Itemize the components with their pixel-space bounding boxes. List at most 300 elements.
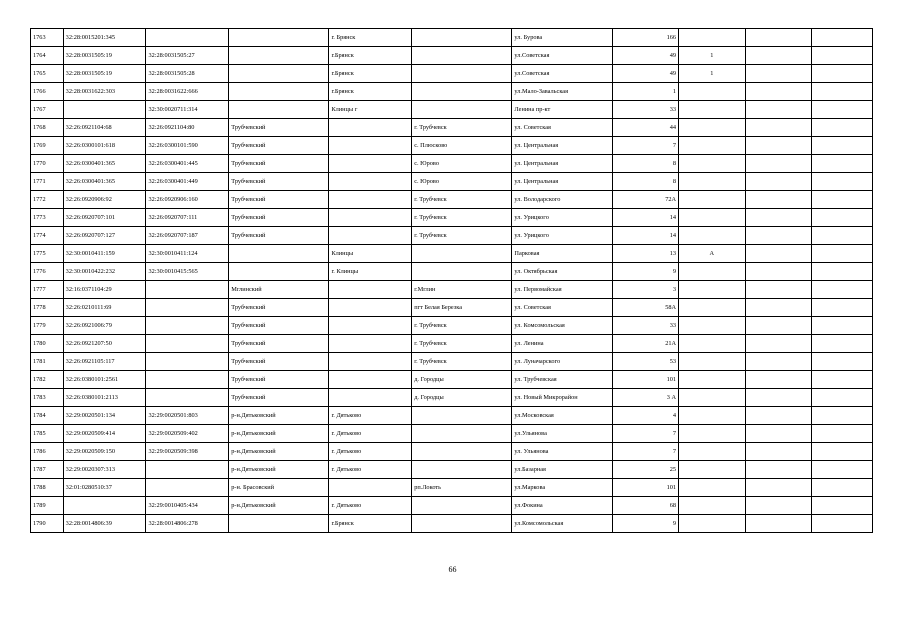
table-row — [31, 515, 873, 533]
cell-building — [679, 299, 745, 317]
cell-cadastral-number-parcel: 32:30:0010422:232 — [63, 263, 146, 281]
cell-city: г. Дятьково — [329, 443, 412, 461]
cell-column-10 — [745, 173, 811, 191]
cell-locality: г. Трубчевск — [412, 353, 512, 371]
cell-house-number: 9 — [612, 263, 678, 281]
cell-column-11 — [811, 299, 872, 317]
cell-column-11 — [811, 173, 872, 191]
cell-city — [329, 173, 412, 191]
cell-locality: с. Плюсково — [412, 137, 512, 155]
cell-cadastral-number-parcel: 32:28:0014806:39 — [63, 515, 146, 533]
cell-district: Трубчевский — [229, 299, 329, 317]
cell-cadastral-number-parcel: 32:26:0210111:69 — [63, 299, 146, 317]
cell-cadastral-number-building: 32:30:0010411:124 — [146, 245, 229, 263]
cell-cadastral-number-building: 32:30:0020711:314 — [146, 101, 229, 119]
cell-cadastral-number-parcel: 32:26:0921104:68 — [63, 119, 146, 137]
cell-street: ул. Ульянова — [512, 443, 612, 461]
cell-row-number: 1772 — [31, 191, 64, 209]
cell-locality: с. Юрово — [412, 155, 512, 173]
cell-column-11 — [811, 353, 872, 371]
cell-street: ул.Советская — [512, 47, 612, 65]
cell-locality — [412, 425, 512, 443]
cell-column-11 — [811, 443, 872, 461]
cell-cadastral-number-parcel: 32:26:0920906:92 — [63, 191, 146, 209]
cell-column-11 — [811, 317, 872, 335]
cell-row-number: 1776 — [31, 263, 64, 281]
cell-row-number: 1766 — [31, 83, 64, 101]
cell-house-number: 13 — [612, 245, 678, 263]
cell-building — [679, 173, 745, 191]
cell-street: ул.Московская — [512, 407, 612, 425]
table-row — [31, 371, 873, 389]
cell-street: ул.Комсомольская — [512, 515, 612, 533]
cell-cadastral-number-building: 32:26:0300401:449 — [146, 173, 229, 191]
cell-street: ул. Центральная — [512, 173, 612, 191]
cell-cadastral-number-parcel: 32:29:0020501:134 — [63, 407, 146, 425]
cell-district: Трубчевский — [229, 191, 329, 209]
cell-cadastral-number-building: 32:26:0920906:160 — [146, 191, 229, 209]
cell-cadastral-number-building — [146, 479, 229, 497]
cell-city: г. Клинцы — [329, 263, 412, 281]
cell-column-10 — [745, 65, 811, 83]
cell-building — [679, 425, 745, 443]
cell-column-10 — [745, 281, 811, 299]
cell-column-10 — [745, 227, 811, 245]
cell-locality — [412, 83, 512, 101]
table-row — [31, 497, 873, 515]
cell-city — [329, 227, 412, 245]
cell-cadastral-number-building: 32:28:0031622:666 — [146, 83, 229, 101]
table-row — [31, 425, 873, 443]
cell-street: ул. Новый Микрорайон — [512, 389, 612, 407]
cell-district: Трубчевский — [229, 155, 329, 173]
cell-city: Клинцы — [329, 245, 412, 263]
cell-locality: г. Трубчевск — [412, 317, 512, 335]
cell-locality — [412, 65, 512, 83]
cell-locality: г. Трубчевск — [412, 119, 512, 137]
cell-district — [229, 245, 329, 263]
cell-cadastral-number-building — [146, 281, 229, 299]
cell-cadastral-number-parcel: 32:26:0921006:79 — [63, 317, 146, 335]
cell-house-number: 68 — [612, 497, 678, 515]
cell-district: р-н.Дятьковский — [229, 497, 329, 515]
cell-city — [329, 371, 412, 389]
cell-house-number: 21А — [612, 335, 678, 353]
cell-cadastral-number-parcel: 32:16:0371104:29 — [63, 281, 146, 299]
cell-column-10 — [745, 29, 811, 47]
cell-row-number: 1784 — [31, 407, 64, 425]
cell-city — [329, 119, 412, 137]
cell-house-number: 7 — [612, 425, 678, 443]
cell-cadastral-number-parcel — [63, 101, 146, 119]
cell-street: Парковая — [512, 245, 612, 263]
table-row — [31, 407, 873, 425]
cell-column-10 — [745, 335, 811, 353]
cell-city — [329, 335, 412, 353]
cell-district: Трубчевский — [229, 371, 329, 389]
cell-column-11 — [811, 227, 872, 245]
cell-locality: г. Трубчевск — [412, 209, 512, 227]
table-row — [31, 299, 873, 317]
cell-cadastral-number-parcel: 32:29:0020509:414 — [63, 425, 146, 443]
table-row — [31, 461, 873, 479]
cell-street: ул. Ленина — [512, 335, 612, 353]
cell-house-number: 53 — [612, 353, 678, 371]
cell-building — [679, 317, 745, 335]
cell-column-11 — [811, 101, 872, 119]
cell-column-10 — [745, 47, 811, 65]
cell-column-11 — [811, 407, 872, 425]
cell-district: Трубчевский — [229, 119, 329, 137]
cell-district: Трубчевский — [229, 335, 329, 353]
cell-locality: пгт Белая Березка — [412, 299, 512, 317]
cell-row-number: 1775 — [31, 245, 64, 263]
cell-locality: г. Трубчевск — [412, 335, 512, 353]
cell-column-11 — [811, 497, 872, 515]
cell-district: р-н.Дятьковский — [229, 443, 329, 461]
cell-house-number: 49 — [612, 47, 678, 65]
table-row — [31, 479, 873, 497]
cell-district: р-н.Дятьковский — [229, 407, 329, 425]
cell-cadastral-number-parcel: 32:29:0020307:313 — [63, 461, 146, 479]
cell-street: ул.Советская — [512, 65, 612, 83]
cell-cadastral-number-parcel: 32:28:0031505:19 — [63, 47, 146, 65]
cell-house-number: 8 — [612, 155, 678, 173]
cell-column-10 — [745, 515, 811, 533]
cell-district: Трубчевский — [229, 209, 329, 227]
cell-cadastral-number-parcel: 32:26:0300401:365 — [63, 155, 146, 173]
table-row — [31, 281, 873, 299]
cell-city: г. Дятьково — [329, 407, 412, 425]
cell-building — [679, 191, 745, 209]
table-row — [31, 389, 873, 407]
table-row — [31, 245, 873, 263]
cell-locality — [412, 461, 512, 479]
cell-house-number: 8 — [612, 173, 678, 191]
cell-house-number: 166 — [612, 29, 678, 47]
cell-column-11 — [811, 281, 872, 299]
cell-column-10 — [745, 443, 811, 461]
cell-cadastral-number-building: 32:26:0920707:111 — [146, 209, 229, 227]
cell-house-number: 101 — [612, 479, 678, 497]
cell-column-10 — [745, 425, 811, 443]
table-row — [31, 191, 873, 209]
table-row — [31, 29, 873, 47]
table-row — [31, 155, 873, 173]
cell-cadastral-number-building — [146, 461, 229, 479]
cell-cadastral-number-building — [146, 353, 229, 371]
cell-building — [679, 137, 745, 155]
cell-street: ул.Ульянова — [512, 425, 612, 443]
cell-cadastral-number-parcel: 32:26:0920707:101 — [63, 209, 146, 227]
cell-street: ул. Центральная — [512, 155, 612, 173]
cell-house-number: 4 — [612, 407, 678, 425]
cell-district — [229, 65, 329, 83]
cell-building — [679, 371, 745, 389]
cell-cadastral-number-parcel: 32:26:0300401:365 — [63, 173, 146, 191]
cell-column-11 — [811, 425, 872, 443]
cell-locality: д. Городцы — [412, 389, 512, 407]
cell-column-10 — [745, 101, 811, 119]
cell-street: ул. Советская — [512, 299, 612, 317]
cell-cadastral-number-building: 32:30:0010415:565 — [146, 263, 229, 281]
cell-row-number: 1788 — [31, 479, 64, 497]
cell-city — [329, 209, 412, 227]
cell-district — [229, 515, 329, 533]
cell-house-number: 72А — [612, 191, 678, 209]
cell-district — [229, 29, 329, 47]
cell-row-number: 1780 — [31, 335, 64, 353]
table-row — [31, 119, 873, 137]
cell-building — [679, 281, 745, 299]
table-row — [31, 65, 873, 83]
cell-district: р-н.Дятьковский — [229, 461, 329, 479]
cell-row-number: 1773 — [31, 209, 64, 227]
cell-locality: г. Трубчевск — [412, 227, 512, 245]
cell-district — [229, 83, 329, 101]
cell-building: 1 — [679, 65, 745, 83]
cell-column-11 — [811, 137, 872, 155]
cell-cadastral-number-building — [146, 371, 229, 389]
cell-district: р-н. Брасовский — [229, 479, 329, 497]
cell-column-10 — [745, 83, 811, 101]
cell-column-11 — [811, 335, 872, 353]
cell-column-11 — [811, 29, 872, 47]
cell-column-10 — [745, 155, 811, 173]
cell-locality — [412, 497, 512, 515]
cell-cadastral-number-building: 32:28:0014806:278 — [146, 515, 229, 533]
cell-district: Трубчевский — [229, 317, 329, 335]
cell-house-number: 14 — [612, 209, 678, 227]
cell-column-11 — [811, 389, 872, 407]
cell-row-number: 1781 — [31, 353, 64, 371]
cell-building — [679, 83, 745, 101]
table-row — [31, 443, 873, 461]
cell-building — [679, 119, 745, 137]
cell-column-10 — [745, 245, 811, 263]
cell-street: ул. Октябрьская — [512, 263, 612, 281]
cell-street: ул.Мало-Завальская — [512, 83, 612, 101]
cell-cadastral-number-building: 32:29:0020509:398 — [146, 443, 229, 461]
cell-house-number: 25 — [612, 461, 678, 479]
cell-city: г. Дятьково — [329, 425, 412, 443]
cell-column-11 — [811, 371, 872, 389]
cell-column-10 — [745, 119, 811, 137]
cell-row-number: 1782 — [31, 371, 64, 389]
cell-row-number: 1774 — [31, 227, 64, 245]
table-row — [31, 47, 873, 65]
cell-cadastral-number-parcel: 32:01:0280510:37 — [63, 479, 146, 497]
cell-city — [329, 353, 412, 371]
cell-building — [679, 29, 745, 47]
cell-locality: рп.Локоть — [412, 479, 512, 497]
cell-cadastral-number-parcel: 32:28:0031505:19 — [63, 65, 146, 83]
cell-building — [679, 101, 745, 119]
cell-cadastral-number-parcel: 32:28:0015201:345 — [63, 29, 146, 47]
cell-street: ул. Первомайская — [512, 281, 612, 299]
table-body — [31, 29, 873, 533]
cell-cadastral-number-building: 32:29:0010405:434 — [146, 497, 229, 515]
cell-row-number: 1770 — [31, 155, 64, 173]
cell-city — [329, 317, 412, 335]
cell-cadastral-number-parcel: 32:29:0020509:150 — [63, 443, 146, 461]
cell-street: ул. Урицкого — [512, 209, 612, 227]
table-row — [31, 227, 873, 245]
cell-house-number: 3 — [612, 281, 678, 299]
cell-city — [329, 191, 412, 209]
cell-city: г.Брянск — [329, 515, 412, 533]
cell-column-10 — [745, 209, 811, 227]
cell-building — [679, 443, 745, 461]
cell-column-10 — [745, 137, 811, 155]
cell-locality: с. Юрово — [412, 173, 512, 191]
cell-building — [679, 209, 745, 227]
cell-street: ул. Трубчевская — [512, 371, 612, 389]
cell-column-10 — [745, 389, 811, 407]
cell-cadastral-number-parcel: 32:26:0380101:2113 — [63, 389, 146, 407]
cell-row-number: 1771 — [31, 173, 64, 191]
cell-column-11 — [811, 209, 872, 227]
cell-street: Ленина пр-кт — [512, 101, 612, 119]
cell-district: Трубчевский — [229, 353, 329, 371]
cell-cadastral-number-parcel: 32:28:0031622:303 — [63, 83, 146, 101]
cell-locality — [412, 515, 512, 533]
cell-building: А — [679, 245, 745, 263]
cell-column-11 — [811, 191, 872, 209]
cell-cadastral-number-building: 32:26:0300101:590 — [146, 137, 229, 155]
cell-column-10 — [745, 263, 811, 281]
cell-locality: г.Мглин — [412, 281, 512, 299]
cell-cadastral-number-building: 32:26:0300401:445 — [146, 155, 229, 173]
cell-row-number: 1785 — [31, 425, 64, 443]
cell-locality — [412, 29, 512, 47]
cell-house-number: 33 — [612, 317, 678, 335]
cell-city: г. Дятьково — [329, 497, 412, 515]
cell-house-number: 33 — [612, 101, 678, 119]
cell-row-number: 1768 — [31, 119, 64, 137]
cell-cadastral-number-parcel: 32:26:0921207:50 — [63, 335, 146, 353]
cell-column-11 — [811, 47, 872, 65]
cell-column-11 — [811, 461, 872, 479]
cell-cadastral-number-building: 32:28:0031505:28 — [146, 65, 229, 83]
cell-cadastral-number-parcel: 32:26:0921105:117 — [63, 353, 146, 371]
cell-district: Трубчевский — [229, 227, 329, 245]
cell-row-number: 1777 — [31, 281, 64, 299]
cell-street: ул.Базарная — [512, 461, 612, 479]
table-row — [31, 263, 873, 281]
cell-locality — [412, 407, 512, 425]
cell-city: г.Брянск — [329, 83, 412, 101]
cell-district — [229, 263, 329, 281]
cell-locality — [412, 443, 512, 461]
cell-district: Мглинский — [229, 281, 329, 299]
cell-cadastral-number-parcel — [63, 497, 146, 515]
cell-district: р-н.Дятьковский — [229, 425, 329, 443]
cell-house-number: 7 — [612, 443, 678, 461]
cell-building — [679, 335, 745, 353]
cell-column-11 — [811, 263, 872, 281]
cell-locality — [412, 101, 512, 119]
cell-house-number: 3 А — [612, 389, 678, 407]
cell-building — [679, 155, 745, 173]
cell-house-number: 101 — [612, 371, 678, 389]
cell-house-number: 44 — [612, 119, 678, 137]
cell-district: Трубчевский — [229, 389, 329, 407]
cell-street: ул.Фокина — [512, 497, 612, 515]
cell-city: г. Брянск — [329, 29, 412, 47]
cell-city: г. Дятьково — [329, 461, 412, 479]
cell-street: ул. Центральная — [512, 137, 612, 155]
cell-house-number: 9 — [612, 515, 678, 533]
cell-building — [679, 227, 745, 245]
cell-house-number: 14 — [612, 227, 678, 245]
cell-cadastral-number-building: 32:29:0020509:402 — [146, 425, 229, 443]
cell-cadastral-number-parcel: 32:26:0300101:618 — [63, 137, 146, 155]
cell-column-10 — [745, 317, 811, 335]
cell-column-10 — [745, 371, 811, 389]
cell-column-11 — [811, 155, 872, 173]
registry-table — [30, 28, 873, 533]
table-row — [31, 137, 873, 155]
cell-city — [329, 479, 412, 497]
cell-cadastral-number-parcel: 32:26:0920707:127 — [63, 227, 146, 245]
cell-row-number: 1787 — [31, 461, 64, 479]
cell-district: Трубчевский — [229, 173, 329, 191]
cell-district — [229, 47, 329, 65]
cell-street: ул. Бурова — [512, 29, 612, 47]
cell-city — [329, 281, 412, 299]
cell-city — [329, 299, 412, 317]
cell-street: ул. Комсомольская — [512, 317, 612, 335]
cell-cadastral-number-building — [146, 317, 229, 335]
table-row — [31, 317, 873, 335]
cell-locality — [412, 263, 512, 281]
cell-house-number: 58А — [612, 299, 678, 317]
cell-city — [329, 155, 412, 173]
cell-row-number: 1778 — [31, 299, 64, 317]
cell-row-number: 1764 — [31, 47, 64, 65]
cell-row-number: 1763 — [31, 29, 64, 47]
cell-cadastral-number-parcel: 32:26:0380101:2561 — [63, 371, 146, 389]
cell-cadastral-number-building: 32:29:0020501:803 — [146, 407, 229, 425]
cell-row-number: 1789 — [31, 497, 64, 515]
cell-building — [679, 389, 745, 407]
cell-column-10 — [745, 299, 811, 317]
cell-locality — [412, 47, 512, 65]
cell-cadastral-number-building: 32:26:0921104:80 — [146, 119, 229, 137]
cell-district — [229, 101, 329, 119]
cell-row-number: 1786 — [31, 443, 64, 461]
cell-column-11 — [811, 245, 872, 263]
cell-building — [679, 479, 745, 497]
table-row — [31, 83, 873, 101]
cell-building — [679, 497, 745, 515]
cell-city: г.Брянск — [329, 65, 412, 83]
table-row — [31, 173, 873, 191]
cell-house-number: 49 — [612, 65, 678, 83]
cell-building — [679, 515, 745, 533]
cell-cadastral-number-parcel: 32:30:0010411:159 — [63, 245, 146, 263]
page-number: 66 — [448, 565, 457, 574]
cell-column-11 — [811, 479, 872, 497]
cell-city — [329, 389, 412, 407]
cell-cadastral-number-building: 32:26:0920707:187 — [146, 227, 229, 245]
cell-row-number: 1779 — [31, 317, 64, 335]
cell-column-10 — [745, 191, 811, 209]
table-row — [31, 335, 873, 353]
cell-cadastral-number-building — [146, 389, 229, 407]
cell-street: ул. Володарского — [512, 191, 612, 209]
